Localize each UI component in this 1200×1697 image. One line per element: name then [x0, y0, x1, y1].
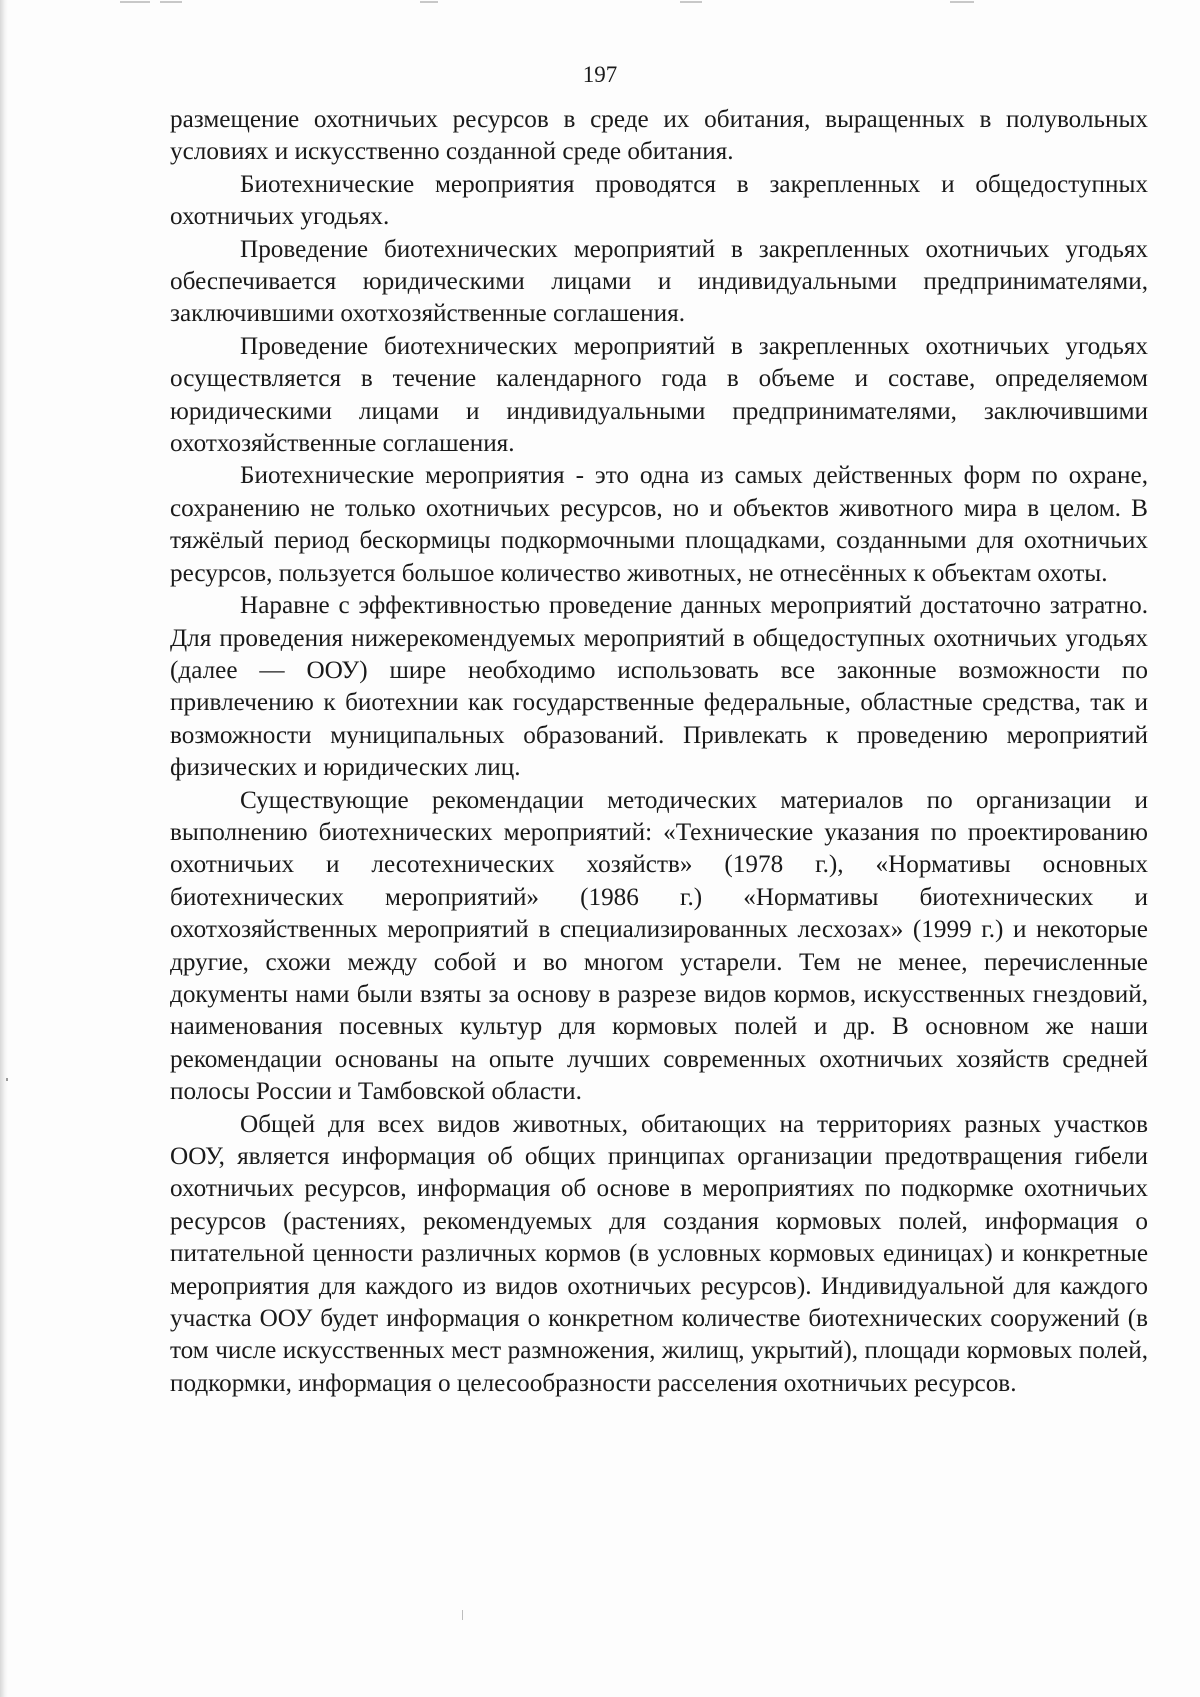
page-number: 197 [582, 62, 618, 87]
scan-speck [160, 1, 182, 3]
scan-margin-mark [6, 1078, 8, 1081]
scan-speck [420, 1, 438, 3]
paragraph: Существующие рекомендации методических материалов по организации и выполнению биотехнических мероприятий: «Технические указания по проектированию охотничьих и лесотехнических хозяйств» (1978 г.), «Нормативы основных биотехнических мероприятий» (1986 г.) «Нормативы биотехнических и охотхозяйственных мероприятий в специализированных лесхозах» (1999 г.) и некоторые другие, схожи между собой и во многом устарели. Тем не менее, перечисленные документы нами были взяты за основу в разрезе видов кормов, искусственных гнездовий, наименования посевных культур для кормовых полей и др. В основном же наши рекомендации основаны на опыте лучших современных охотничьих хозяйств средней полосы России и Тамбовской области. [170, 786, 1148, 1106]
paragraph: Биотехнические мероприятия - это одна из самых действенных форм по охране, сохранению не только охотничьих ресурсов, но и объектов животного мира в целом. В тяжёлый период бескормицы подкормочными площадками, созданными для охотничьих ресурсов, пользуется большое количество животных, не отнесённых к объектам охоты. [170, 462, 1148, 587]
paragraph: Общей для всех видов животных, обитающих на территориях разных участков ООУ, является информация об общих принципах организации предотвращения гибели охотничьих ресурсов, информация об основе в мероприятиях по подкормке охотничьих ресурсов (растениях, рекомендуемых для создания кормовых полей, информация о питательной ценности различных кормов (в условных кормовых единицах) и конкретные мероприятия для каждого из видов охотничьих ресурсов). Индивидуальной для каждого участка ООУ будет информация о конкретном количестве биотехнических сооружений (в том числе искусственных мест размножения, жилищ, укрытий), площади кормовых полей, подкормки, информация о целесообразности расселения охотничьих ресурсов. [170, 1110, 1148, 1397]
scan-speck [950, 1, 974, 3]
scan-speck [120, 1, 150, 3]
paragraph-continuation: размещение охотничьих ресурсов в среде их обитания, выращенных в полувольных условиях и искусственно созданной среде обитания. [170, 106, 1148, 166]
body-text [170, 104, 1148, 1400]
scan-speck [680, 1, 702, 3]
scan-top-artifacts [0, 0, 1200, 6]
paragraph: Проведение биотехнических мероприятий в закрепленных охотничьих угодьях обеспечивается юридическими лицами и индивидуальными предпринимателями, заключившими охотхозяйственные соглашения. [170, 235, 1148, 328]
paragraph: Проведение биотехнических мероприятий в закрепленных охотничьих угодьях осуществляется в течение календарного года в объеме и составе, определяемом юридическими лицами и индивидуальными предпринимателями, заключившими охотхозяйственные соглашения. [170, 332, 1148, 458]
scan-bottom-mark [462, 1610, 463, 1620]
paragraph: Наравне с эффективностью проведение данных мероприятий достаточно затратно. Для проведения нижерекомендуемых мероприятий в общедоступных охотничьих угодьях (далее — ООУ) шире необходимо использовать все законные возможности по привлечению к биотехнии как государственные федеральные, областные средства, так и возможности муниципальных образований. Привлекать к проведению мероприятий физических и юридических лиц. [170, 592, 1148, 782]
scan-edge-shadow [0, 0, 8, 1697]
paragraph: Биотехнические мероприятия проводятся в закрепленных и общедоступных охотничьих угодьях. [170, 170, 1148, 231]
